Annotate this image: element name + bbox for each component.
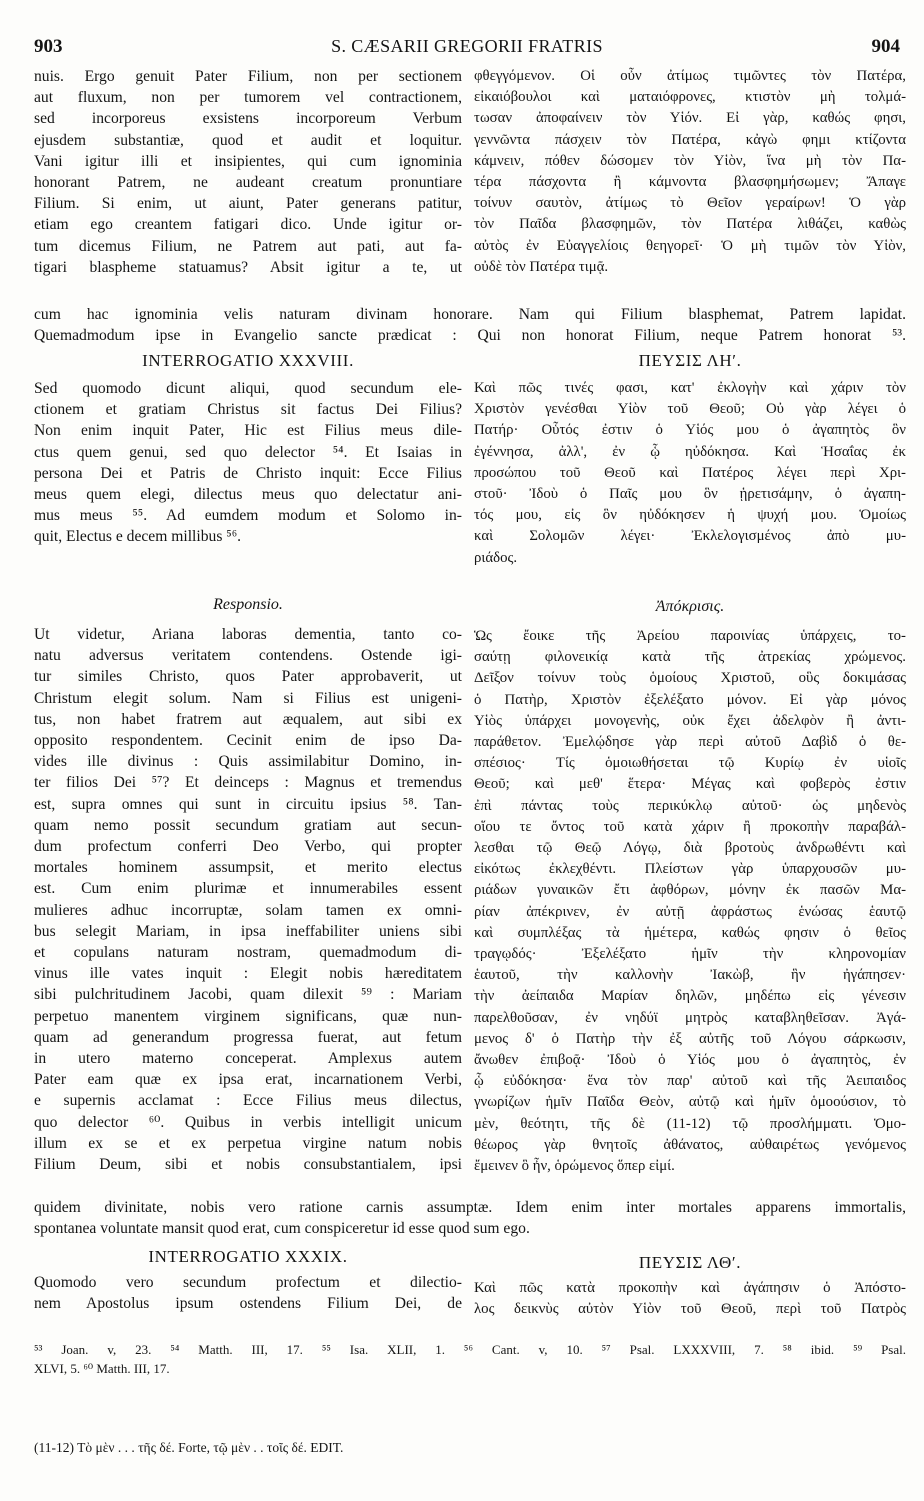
text-line: sed incorporeus exsistens incorporeum Verbum: [34, 110, 462, 128]
text-line: φθεγγόμενον. Οἱ οὖν ἀτίμως τιμῶντες τὸν Πατέρα,: [474, 68, 906, 84]
q39-greek-column: [474, 1278, 906, 1322]
text-line: opposito respondentem. Cecinit enim de ipso Da-: [34, 732, 462, 750]
text-line: Quomodo vero secundum profectum et dilectio-: [34, 1274, 462, 1291]
text-line: etiam ego creantem fatigari dico. Unde igitur or-: [34, 216, 462, 234]
text-line: σπέσιος· Τίς ὁμοιωθήσεται τῷ Κυρίῳ ἐν υἱοῖς: [474, 755, 906, 772]
text-line: Quemadmodum ipse in Evangelio sancte prædicat : Qui non honorat Filium, neque Patrem honorat ⁵³.: [34, 327, 906, 345]
text-line: quam nemo possit secundum gratiam aut secun-: [34, 816, 462, 834]
text-line: τέρα πάσχοντα ἢ κάμνοντα βλασφημήσωμεν; Ἄπαγε: [474, 174, 906, 191]
text-line: bus selegit Mariam, in ipsa ineffabiliter uniens sibi: [34, 922, 462, 940]
text-line: ctus quem genui, sed quo delector ⁵⁴. Et Isaias in: [34, 443, 462, 461]
text-line: et copulans naturam nostram, quemadmodum di-: [34, 944, 462, 962]
footnote-line: XLVI, 5. ⁶⁰ Matth. III, 17.: [34, 1361, 170, 1376]
text-line: ter filios Dei ⁵⁷? Et deinceps : Magnus et tremendus: [34, 774, 462, 792]
text-line: Christum elegit solum. Nam si Filius est unigeni-: [34, 689, 462, 707]
text-line: tigari blaspheme statuamus? Absit igitur a te, ut: [34, 258, 462, 276]
text-line: Sed quomodo dicunt aliqui, quod secundum ele-: [34, 380, 462, 397]
text-line: tum dicemus Filium, ne Patrem aut pati, aut fa-: [34, 237, 462, 255]
text-line: quit, Electus e decem millibus ⁵⁶.: [34, 528, 242, 546]
text-line: ctionem et gratiam Christus sit factus Dei Filius?: [34, 401, 462, 419]
full-width-passage: [34, 304, 906, 346]
text-line: εἰκαιόβουλοι καὶ ματαιόφρονες, κτιστὸν μὴ τολμά-: [474, 89, 906, 106]
text-line: Χριστὸν γενέσθαι Υἱὸν τοῦ Θεοῦ; Οὐ γὰρ λέγει ὁ: [474, 401, 906, 418]
text-line: dum profectum conferri Deo Verbo, qui propter: [34, 838, 462, 856]
text-line: spontanea voluntate mansit quod erat, cum conspiceretur id esse quod sum ego.: [34, 1220, 530, 1238]
text-line: λεσθαι τῷ Θεῷ Λόγῳ, διὰ βροτοὺς ἀνδρωθέντι καὶ: [474, 840, 906, 857]
text-line: Filium Deum, sibi et nobis consubstantialem, ipsi: [34, 1156, 462, 1174]
text-line: τὴν ἀείπαιδα Μαρίαν δηλῶν, μηδέπω εἰς γένεσιν: [474, 988, 906, 1005]
text-line: honorant Patrem, ne audeant creatum pronuntiare: [34, 174, 462, 192]
text-line: τοίνυν σαυτὸν, ἀτίμως τὸ Θεῖον γεραίρων! Ὁ γὰρ: [474, 195, 906, 212]
text-line: ριάδος.: [474, 549, 518, 566]
text-line: τωσαν ἀποφαίνειν τὸν Υἱόν. Εἰ γὰρ, καθώς φησι,: [474, 110, 906, 127]
text-line: παράθετον. Ἐμελῴδησε γὰρ περὶ αὐτοῦ Δαβὶδ ὁ θε-: [474, 734, 906, 751]
text-line: mortales hominem assumpsit, et merito electus: [34, 859, 462, 877]
text-line: aut fluxum, non per tumorem vel contractionem,: [34, 89, 462, 107]
text-line: quidem divinitate, nobis vero ratione carnis assumptæ. Idem enim inter mortales apparens immortalis,: [34, 1199, 906, 1216]
text-line: nem Apostolus ipsum ostendens Filium Dei, de: [34, 1295, 462, 1313]
text-line: Pater eam quæ ex ipsa erat, incarnationem Verbi,: [34, 1071, 462, 1089]
text-line: οἵου τε ὄντος τοῦ κατὰ χάριν ἢ προκοπὴν παραβάλ-: [474, 818, 906, 835]
text-line: ἐγέννησα, ἀλλ', ἐν ᾧ ηὐδόκησα. Καὶ Ἡσαΐας ἐκ: [474, 443, 906, 460]
text-line: vides ille divinus : Quis assimilabitur Domino, in-: [34, 753, 462, 771]
page-number-left: 903: [34, 36, 63, 57]
text-line: tus, non habet fratrem aut æqualem, aut sibi ex: [34, 710, 462, 728]
top-greek-column: [474, 66, 906, 282]
full-width-passage: [34, 1197, 906, 1239]
text-line: nuis. Ergo genuit Pater Filium, non per sectionem: [34, 68, 462, 85]
text-line: γνωρίζων ἡμῖν Παῖδα Θεὸν, αὐτῷ καὶ ἡμῖν ὁμοούσιον, τὸ: [474, 1094, 906, 1111]
text-line: μενος δ' ὁ Πατὴρ τὴν ἐξ αὐτῆς τοῦ Λόγου σάρκωσιν,: [474, 1030, 906, 1047]
text-line: est, supra omnes qui sunt in circuitu ipsius ⁵⁸. Tan-: [34, 795, 462, 813]
text-line: sibi pulchritudinem Jacobi, quam dilexit ⁵⁹ : Mariam: [34, 986, 462, 1004]
text-line: est. Cum enim plurimæ et innumerabiles essent: [34, 880, 462, 898]
text-line: ἑαυτοῦ, τὴν καλλονὴν Ἰακὼβ, ἣν ἠγάπησεν·: [474, 967, 906, 984]
text-line: e supernis acclamat : Ecce Filius meus dilectus,: [34, 1092, 462, 1110]
text-line: mus meus ⁵⁵. Ad eumdem modum et Solomo in-: [34, 507, 462, 525]
text-line: Καὶ πῶς τινές φασι, κατ' ἐκλογὴν καὶ χάριν τὸν: [474, 380, 906, 396]
page-number-right: 904: [871, 36, 900, 57]
page-header: [34, 36, 900, 62]
responsio-greek-column: [474, 626, 906, 1182]
text-line: Vani igitur illi et insipientes, qui cum ignominia: [34, 152, 462, 170]
text-line: θέωρος γὰρ θνητοῖς ἀθάνατος, αὐθαιρέτως γενόμενος: [474, 1136, 906, 1153]
text-line: καὶ συμπλέξας τὰ ἡμέτερα, καθώς φησιν ὁ θεῖος: [474, 924, 906, 941]
text-line: ᾧ εὐδόκησα· ἕνα τὸν παρ' αὐτοῦ καὶ τῆς Ἀειπαιδος: [474, 1073, 906, 1090]
latin-heading-q38: INTERROGATIO XXXVIII.: [142, 351, 354, 370]
text-line: Πατήρ· Οὗτός ἐστιν ὁ Υἱός μου ὁ ἀγαπητὸς ὃν: [474, 422, 906, 439]
text-line: ὁ Πατὴρ, Χριστὸν ἐξελέξατο μόνον. Εἰ γὰρ μόνος: [474, 691, 906, 708]
latin-subheading-responsio: Responsio.: [213, 596, 283, 613]
text-line: Non enim inquit Pater, Hic est Filius meus dile-: [34, 422, 462, 440]
text-line: quam ad generandum progressa fuerat, aut fetum: [34, 1028, 462, 1046]
text-line: μὲν, θεότητι, τῆς δὲ (11-12) τῷ προσλήμματι. Ὁμο-: [474, 1115, 906, 1132]
text-line: Δεῖξον τοίνυν τοὺς ὁμοίους Χριστοῦ, οὓς δοκιμάσας: [474, 670, 906, 687]
text-line: Ut videtur, Ariana laboras dementia, tanto co-: [34, 626, 462, 643]
q38-latin-column: [34, 378, 462, 553]
text-line: mulieres adhuc incorruptæ, solam tamen ex omni-: [34, 901, 462, 919]
text-line: ρίαν ἀπέκρινεν, ἐν αὐτῇ ἀφράστως ἑνώσας ἑαυτῷ: [474, 903, 906, 920]
latin-heading-q39: INTERROGATIO XXXIX.: [148, 1247, 348, 1266]
text-line: vinus ille vates inquit : Elegit nobis hæreditatem: [34, 965, 462, 983]
footnote-line: ⁵³ Joan. v, 23. ⁵⁴ Matth. III, 17. ⁵⁵ Isa. XLII, 1. ⁵⁶ Cant. v, 10. ⁵⁷ Psal. LXXXVIII, 7. ⁵⁸ ibid. ⁵⁹ Psal.: [34, 1342, 906, 1357]
text-line: κάμνειν, πόθεν δώσομεν τὸν Υἱὸν, ἵνα μὴ τὸν Πα-: [474, 152, 906, 169]
text-line: natu adversus veritatem contendens. Ostende igi-: [34, 647, 462, 665]
text-line: στοῦ· Ἰδοὺ ὁ Παῖς μου ὃν ᾑρετισάμην, ὁ ἀγαπη-: [474, 486, 906, 503]
text-line: ἄνωθεν ἐπιβοᾷ· Ἰδοὺ ὁ Υἱός μου ὁ ἀγαπητὸς, ἐν: [474, 1052, 906, 1069]
text-line: γεννῶντα πάσχειν τὸν Πατέρα, κἀγὼ φημι κτίζοντα: [474, 131, 906, 148]
greek-subheading-apokrisis: Ἀπόκρισις.: [655, 598, 725, 615]
text-line: tur similes Christo, quos Pater approbaverit, ut: [34, 668, 462, 686]
text-line: in utero materno conceperat. Amplexus autem: [34, 1050, 462, 1068]
editorial-note: (11-12) Τὸ μὲν . . . τῆς δέ. Forte, τῷ μὲν . . τοῖς δέ. EDIT.: [34, 1440, 344, 1455]
text-line: Filium. Si enim, ut aiunt, Pater generans patitur,: [34, 195, 462, 213]
responsio-latin-column: [34, 624, 462, 1180]
text-line: Ὡς ἔοικε τῆς Ἀρείου παροινίας ὑπάρχεις, το-: [474, 628, 906, 644]
text-line: τὸν Παῖδα βλασφημῶν, τὸν Πατέρα λιθάζει, καθὼς: [474, 216, 906, 233]
text-line: σαύτῃ φιλονεικίᾳ κατὰ τῆς ἀτρεκίας χρώμενος.: [474, 649, 906, 666]
top-latin-column: [34, 66, 462, 282]
text-line: λος δεικνὺς αὐτὸν Υἱὸν τοῦ Θεοῦ, περὶ τοῦ Πατρὸς: [474, 1301, 906, 1318]
text-line: προσώπου τοῦ Θεοῦ καὶ Πατέρος λέγει περὶ Χρι-: [474, 464, 906, 481]
text-line: cum hac ignominia velis naturam divinam honorare. Nam qui Filium blasphemat, Patrem lapidat.: [34, 306, 906, 323]
text-line: Υἱὸς ὑπάρχει μονογενὴς, οὐκ ἔχει ἀδελφὸν ἢ ἀντι-: [474, 712, 906, 729]
text-line: οὐδὲ τὸν Πατέρα τιμᾷ.: [474, 258, 609, 275]
text-line: ριάδων γυναικῶν ἔτι ἀφθόρων, μόνην ἐκ πασῶν Μα-: [474, 882, 906, 899]
text-line: ἔμεινεν ὃ ἦν, ὁρώμενος ὅπερ εἰμί.: [474, 1158, 675, 1175]
footnotes: [34, 1340, 906, 1378]
text-line: ejusdem substantiæ, quod et audit et loquitur.: [34, 131, 462, 149]
text-line: illum ex se et ex perpetua virgine natum nobis: [34, 1134, 462, 1152]
text-line: perpetuo manentem virginem significans, quæ nun-: [34, 1007, 462, 1025]
text-line: τραγῳδός· Ἐξελέξατο ἡμῖν τὴν κληρονομίαν: [474, 946, 906, 963]
text-line: persona Dei et Patris de Christo inquit: Ecce Filius: [34, 464, 462, 482]
greek-heading-q39: ΠΕΥΣΙΣ ΛΘʹ.: [638, 1253, 742, 1272]
text-line: παρελθοῦσαν, ἐν νηδύϊ μητρὸς καταβληθεῖσαν. Ἀγά-: [474, 1009, 906, 1026]
text-line: εἰκότως ἐκλεχθέντι. Πλείστων γὰρ ὑπαρχουσῶν μυ-: [474, 861, 906, 878]
text-line: quo delector ⁶⁰. Quibus in verbis intelligit unicum: [34, 1113, 462, 1131]
q38-greek-column: [474, 378, 906, 574]
text-line: αὐτὸς ἐν Εὐαγγελίοις θεηγορεῖ· Ὁ μὴ τιμῶν τὸν Υἱὸν,: [474, 237, 906, 254]
greek-heading-q38: ΠΕΥΣΙΣ ΛΗʹ.: [638, 351, 742, 370]
text-line: Καὶ πῶς κατὰ προκοπὴν καὶ ἀγάπησιν ὁ Ἀπόστο-: [474, 1280, 906, 1296]
text-line: τός μου, εἰς ὃν ηὐδόκησεν ἡ ψυχή μου. Ὁμοίως: [474, 507, 906, 524]
text-line: Θεοῦ; καὶ μεθ' ἕτερα· Μέγας καὶ φοβερὸς ἐστιν: [474, 776, 906, 793]
running-title: S. CÆSARII GREGORII FRATRIS: [331, 36, 603, 56]
q39-latin-column: [34, 1272, 462, 1316]
text-line: ἐπὶ πάντας τοὺς περικύκλῳ αὐτοῦ· ὡς μηδενὸς: [474, 797, 906, 814]
text-line: καὶ Σολομῶν λέγει· Ἐκλελογισμένος ἀπὸ μυ-: [474, 528, 906, 545]
text-line: meus quem elegi, dilectus meus quo delectatur ani-: [34, 486, 462, 504]
